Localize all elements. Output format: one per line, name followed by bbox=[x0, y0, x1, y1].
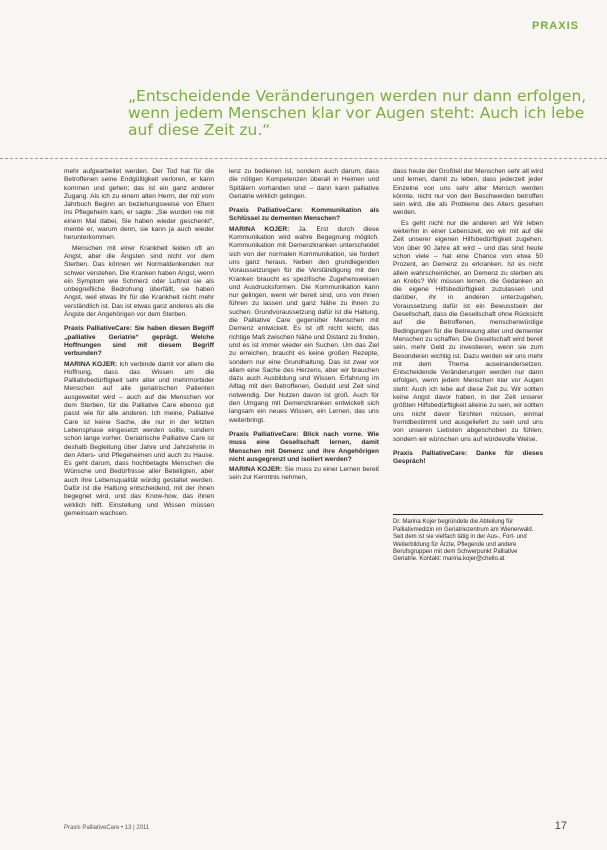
speaker-name: MARINA KOJER: bbox=[229, 466, 283, 474]
interview-question: Praxis PalliativeCare: Danke für dieses Gespräch! bbox=[393, 449, 543, 466]
answer-text: Ich verbinde damit vor allem die Hoffnung, dass das Wissen um die Palliativbedürftigkeit sehr alter und mehrmorbider Menschen auf alle geriatrischen Patienten ausgeweitet wird – auch auf die Menschen vor dem Sterben, für die Palliative Care ebenso gut passt wie für alle anderen. Ich meine, Palliative Care ist keine Sache, die nur in der letzten Lebensphase eingesetzt werden sollte, sondern schon lange vorher. Geriatrische Palliative Care ist deshalb Begleitung über Jahre und Jahrzehnte in den Alters- und Pflegeheimen und auch zu Hause. Es geht darum, dass hochbetagte Menschen die Wünsche und Bedürfnisse aller Beteiligten, aber auch ihre Lebensqualität würdig gestaltet werden. Dafür ist die Haltung entscheidend, mit der ihnen begegnet wird, und das Know-how, das ihnen wirklich hilft. Einstellung und Wissen müssen gemeinsam wachsen. bbox=[64, 360, 214, 517]
speaker-name: MARINA KOJER: bbox=[229, 225, 290, 233]
section-label: PRAXIS bbox=[532, 20, 579, 32]
pull-quote: „Entscheidende Veränderungen werden nur dann erfolgen, wenn jedem Menschen klar vor Augen steht: Auch ich lebe auf diese Zeit zu.“ bbox=[128, 87, 587, 139]
speaker-name: MARINA KOJER: bbox=[64, 360, 118, 368]
interview-question: Praxis PalliativeCare: Sie haben diesen Begriff „palliative Geriatrie“ geprägt. Welche Hoffnungen sind mit diesem Begriff verbunden? bbox=[64, 325, 214, 358]
paragraph: mehr aufgearbeitet werden. Der Tod hat für die Betroffenen seine Endgültigkeit verloren, er kann kommen und gehen; das ist ein ganz anderer Zugang. Als ich zu einem alten Herrn, der mit vom Jahrbuch Beginn an beziehungsweise von Eltern ins Pflegeheim kam, er sagte: „Sie wurden nie mit einem Mal dabei, Sie haben wieder geschenkt“, meinte er, warum denn, sie kann ja auch wieder herunterkommen. bbox=[64, 168, 214, 242]
paragraph: lenz zu bedienen ist, sondern auch darum, dass die nötigen Kompetenzen überall in Heimen und Spitälern vorhanden sind – dann kann palliative Geriatrie wirklich gelingen. bbox=[229, 168, 379, 200]
column-1 bbox=[64, 168, 214, 520]
page-number: 17 bbox=[554, 820, 567, 832]
caption-rule bbox=[393, 514, 543, 515]
answer-text: Ja. Erst durch diese Kommunikation wird wahre Begegnung möglich. Kommunikation mit Demenzkranken unterscheidet sich von der normalen Kommunikation, sie fordert uns ganz heraus. Neben den grundlegenden Voraussetzungen für die Verständigung mit den Kranken braucht es spezifische Zugehensweisen und Ausdrucksformen. Die Kommunikation kann nur gelingen, wenn wir bereit sind, uns von ihnen führen zu lassen und ganz Nähe zu ihnen zu suchen. Grundvoraussetzung dafür ist die Haltung, die Palliative Care gegenüber Menschen mit Demenz entwickelt. Es ist oft nicht leicht, das richtige Maß zwischen Nähe und Distanz zu finden, und es ist immer wieder ein Suchen. Um das Ziel zu erreichen, braucht es keine großen Rezepte, sondern nur eine Grundhaltung. Das ist zwar vor allem eine Sache des Herzens, aber wir brauchen dazu auch Ausbildung und Wissen. Erfahrung im Alltag mit den Betroffenen, Geduld und Zeit sind notwendig. Der Nutzen davon ist groß. Auch für den Umgang mit Demenzkranken entwickelt sich langsam ein neues Wissen, ein Lernen, das uns weiterbringt. bbox=[229, 225, 379, 424]
interview-answer bbox=[229, 466, 379, 483]
column-2 bbox=[229, 168, 379, 485]
footer-journal: Praxis PalliativeCare • 13 | 2011 bbox=[64, 825, 150, 831]
interview-answer bbox=[229, 226, 379, 425]
interview-question: Praxis PalliativeCare: Kommunikation als Schlüssel zu dementen Menschen? bbox=[229, 207, 379, 223]
column-3 bbox=[393, 168, 543, 566]
paragraph: dass heute der Großteil der Menschen sehr alt wird und lernen, damit zu leben, dass jederzeit jeder Einzelne von uns sehr alter Mensch werden könnte, nicht nur von den Beschwerden betroffen sein wird, die als Probleme des Alters gesehen werden. bbox=[393, 168, 543, 217]
answer-text: Sie muss zu einer Lernen bereit sein zur Kenntnis nehmen, bbox=[229, 466, 379, 482]
paragraph: Es geht nicht nur die anderen an! Wir leben weiterhin in einer Lebenszeit, wo wir mit auf die Zeit unserer eigenen Hilfsbedürftigkeit zugehen. Von über 90 Jahre alt wird – und das sind heute schon viele – hat eine Chance von etwa 50 Prozent, an Demenz zu erkranken. Ist es nicht allein wahrscheinlicher, an Demenz zu sterben als an Krebs? Wir müssen lernen, die Gedanken an die eigene Hilfsbedürftigkeit zuzulassen und darüber, ihr in anderen unterzugehen, Voraussetzung dafür ist ein Bewusstsein der Gesellschaft, dass die Gesellschaft ohne Rücksicht auf die Betroffenen, menschenwürdige Bedingungen für die Betreuung alter und dementer Menschen zu schaffen. Die Gesellschaft wird bereit sein, mehr Geld zu investieren, wenn sie zum Besonderen wichtig ist. Dazu werden wir uns mehr mit dem Thema auseinandersetzen. Entscheidende Veränderungen werden nur dann erfolgen, wenn jedem Menschen klar vor Augen steht: Auch ich lebe auf diese Zeit zu. Wir sollten keine Angst davor haben, in der Zeit unserer größten Hilfsbedürftigkeit alleine zu sein, wir sollten uns nicht davor fürchten müssen, einmal fremdbestimmt und ausgeliefert zu sein und uns von unseren Liebsten abgeschoben zu fühlen, sondern wir wünschen uns auf würdevolle Weise. bbox=[393, 219, 543, 443]
interview-answer bbox=[64, 361, 214, 519]
interview-question: Praxis PalliativeCare: Blick nach vorne. Wie muss eine Gesellschaft lernen, damit Menschen mit Demenz und ihre Angehörigen nicht ausgegrenzt und isoliert werden? bbox=[229, 430, 379, 463]
author-caption: Dr. Marina Kojer begründete die Abteilung für Palliativmedizin im Geriatriezentrum am Wienerwald. Seit dem ist sie vielfach tätig in der Aus-, Fort- und Weiterbildung für Ärzte, Pflegende und andere Berufsgruppen mit dem Schwerpunkt Palliative Geriatrie. Kontakt: marina.kojer@chello.at bbox=[393, 519, 534, 563]
paragraph: Menschen mit einer Krankheit leiden oft an Angst, aber die Ängsten sind nicht vor dem Sterben. Das können wir Normaldenkenden nur schwer verstehen. Die Kranken haben Angst, wenn ein Symptom wie Schmerz oder Luftnot sie als unbegreifliche Bedrohung überfällt, sie haben Angst, weil etwas Ihr für die Krankheit nicht mehr verständlich ist. Das ist etwas ganz anderes als die Ängste der Angehörigen vor dem Sterben. bbox=[64, 244, 214, 319]
divider bbox=[0, 158, 607, 159]
